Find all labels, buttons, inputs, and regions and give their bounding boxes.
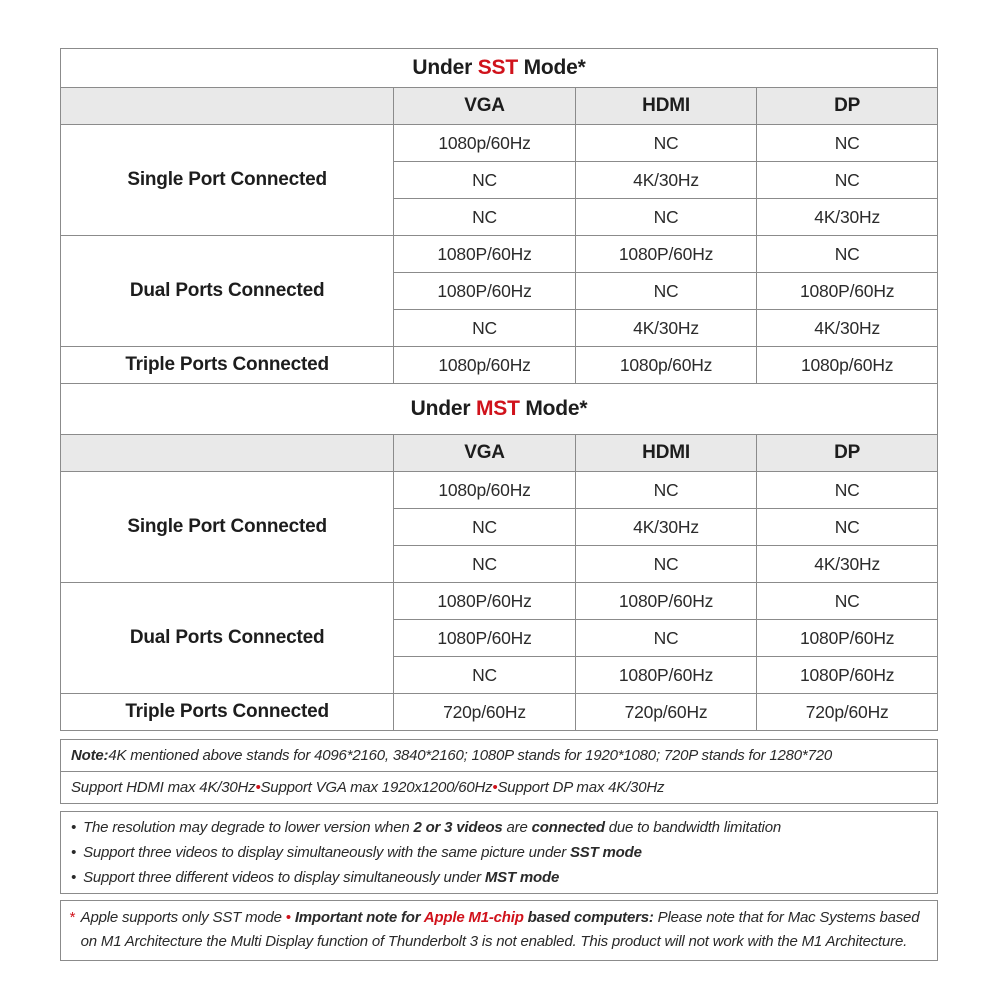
resolution-value-cell: 720p/60Hz xyxy=(575,694,757,731)
text-segment: Support three videos to display simultaneously with the same picture under xyxy=(83,844,570,861)
text-segment: Support HDMI max 4K/30Hz xyxy=(71,779,256,796)
resolution-value-cell: 1080p/60Hz xyxy=(575,347,757,384)
resolution-value-cell: NC xyxy=(394,657,576,694)
resolution-value-cell: 720p/60Hz xyxy=(757,694,938,731)
resolution-value-cell: NC xyxy=(757,125,938,162)
resolution-value-cell: 1080P/60Hz xyxy=(575,236,757,273)
text-segment: 2 or 3 videos xyxy=(413,819,503,836)
note-bullet-line xyxy=(61,865,937,890)
resolution-value-cell: 1080p/60Hz xyxy=(757,347,938,384)
table-title-mst xyxy=(61,384,938,435)
text-segment: Support DP max 4K/30Hz xyxy=(497,779,665,796)
resolution-value-cell: 1080p/60Hz xyxy=(394,472,576,509)
resolution-value-cell: 4K/30Hz xyxy=(757,546,938,583)
resolution-value-cell: 4K/30Hz xyxy=(575,162,757,199)
resolution-value-cell: 1080P/60Hz xyxy=(394,583,576,620)
column-header-vga-sst: VGA xyxy=(394,88,576,125)
resolution-value-cell: NC xyxy=(394,162,576,199)
text-segment: MST mode xyxy=(484,869,560,886)
text-segment: Apple M1-chip xyxy=(423,909,524,926)
resolution-value-cell: NC xyxy=(757,162,938,199)
resolution-value-cell: NC xyxy=(575,273,757,310)
resolution-value-cell: 1080P/60Hz xyxy=(757,273,938,310)
text-segment: Apple supports only SST mode xyxy=(80,909,286,926)
resolution-value-cell: 4K/30Hz xyxy=(575,310,757,347)
resolution-value-cell: 1080P/60Hz xyxy=(575,657,757,694)
text-segment: Important note for xyxy=(294,909,424,926)
text-segment: • xyxy=(255,779,261,796)
bullet-icon: • xyxy=(71,819,77,836)
column-header-hdmi-sst: HDMI xyxy=(575,88,757,125)
text-segment: 4K mentioned above stands for 4096*2160, 3840*2160; 1080P stands for 1920*1080; 720P stands for 1280*720 xyxy=(108,747,832,764)
row-group-label: Dual Ports Connected xyxy=(61,583,394,694)
resolution-value-cell: 1080P/60Hz xyxy=(394,273,576,310)
text-segment: MST xyxy=(475,397,520,420)
resolution-value-cell: NC xyxy=(757,509,938,546)
resolution-value-cell: 4K/30Hz xyxy=(757,310,938,347)
red-asterisk: * xyxy=(69,909,75,926)
corner-cell-sst xyxy=(61,88,394,125)
resolution-value-cell: NC xyxy=(394,546,576,583)
resolution-value-cell: 4K/30Hz xyxy=(757,199,938,236)
note-max-support xyxy=(61,771,937,803)
column-header-dp-mst: DP xyxy=(757,435,938,472)
resolution-value-cell: 1080P/60Hz xyxy=(394,620,576,657)
resolution-table xyxy=(60,48,938,731)
column-header-vga-mst: VGA xyxy=(394,435,576,472)
resolution-value-cell: 1080p/60Hz xyxy=(394,347,576,384)
column-header-hdmi-mst: HDMI xyxy=(575,435,757,472)
resolution-value-cell: NC xyxy=(757,472,938,509)
row-group-label: Dual Ports Connected xyxy=(61,236,394,347)
text-segment: • xyxy=(492,779,498,796)
text-segment: The resolution may degrade to lower version when xyxy=(83,819,414,836)
note-box-bandwidth-bullets xyxy=(60,811,938,894)
text-segment: Under xyxy=(410,397,476,420)
row-group-label: Triple Ports Connected xyxy=(61,694,394,731)
corner-cell-mst xyxy=(61,435,394,472)
text-segment: Support three different videos to display simultaneously under xyxy=(83,869,485,886)
resolution-value-cell: NC xyxy=(575,620,757,657)
resolution-spec-sheet xyxy=(60,48,938,961)
text-segment: Support VGA max 1920x1200/60Hz xyxy=(260,779,493,796)
resolution-value-cell: 1080P/60Hz xyxy=(575,583,757,620)
resolution-value-cell: NC xyxy=(575,472,757,509)
bullet-icon: • xyxy=(71,844,77,861)
resolution-value-cell: 1080P/60Hz xyxy=(394,236,576,273)
text-segment: Mode* xyxy=(517,56,586,79)
note-resolution-definitions xyxy=(61,740,937,771)
note-box-definitions xyxy=(60,739,938,804)
text-segment: SST xyxy=(477,56,518,79)
text-segment: are xyxy=(502,819,532,836)
text-segment: • xyxy=(285,909,295,926)
text-segment: Please note that for Mac Systems based on M1 Architecture the Multi Display function of Thunderbolt 3 is not enabled. This product will not work with the M1 Architecture. xyxy=(80,909,920,950)
note-apple-m1 xyxy=(61,901,937,960)
resolution-value-cell: NC xyxy=(575,546,757,583)
text-segment: Mode* xyxy=(519,397,588,420)
resolution-value-cell: NC xyxy=(575,199,757,236)
row-group-label: Single Port Connected xyxy=(61,472,394,583)
resolution-value-cell: NC xyxy=(394,199,576,236)
row-group-label: Triple Ports Connected xyxy=(61,347,394,384)
text-segment: due to bandwidth limitation xyxy=(604,819,781,836)
resolution-value-cell: NC xyxy=(394,509,576,546)
note-box-apple xyxy=(60,900,938,961)
text-segment: Note: xyxy=(71,747,109,764)
text-segment: based computers: xyxy=(523,909,654,926)
resolution-value-cell: 1080p/60Hz xyxy=(394,125,576,162)
table-title-sst xyxy=(61,49,938,88)
note-bullet-line xyxy=(61,840,937,865)
resolution-value-cell: 1080P/60Hz xyxy=(757,620,938,657)
text-segment: connected xyxy=(531,819,605,836)
resolution-value-cell: NC xyxy=(394,310,576,347)
text-segment: Under xyxy=(412,56,478,79)
resolution-value-cell: 720p/60Hz xyxy=(394,694,576,731)
text-segment: SST mode xyxy=(570,844,642,861)
column-header-dp-sst: DP xyxy=(757,88,938,125)
row-group-label: Single Port Connected xyxy=(61,125,394,236)
resolution-value-cell: NC xyxy=(757,583,938,620)
resolution-value-cell: 4K/30Hz xyxy=(575,509,757,546)
resolution-value-cell: NC xyxy=(575,125,757,162)
note-bullet-line xyxy=(61,815,937,840)
bullet-icon: • xyxy=(71,869,77,886)
note-apple-m1-text xyxy=(81,906,927,954)
resolution-value-cell: 1080P/60Hz xyxy=(757,657,938,694)
resolution-value-cell: NC xyxy=(757,236,938,273)
